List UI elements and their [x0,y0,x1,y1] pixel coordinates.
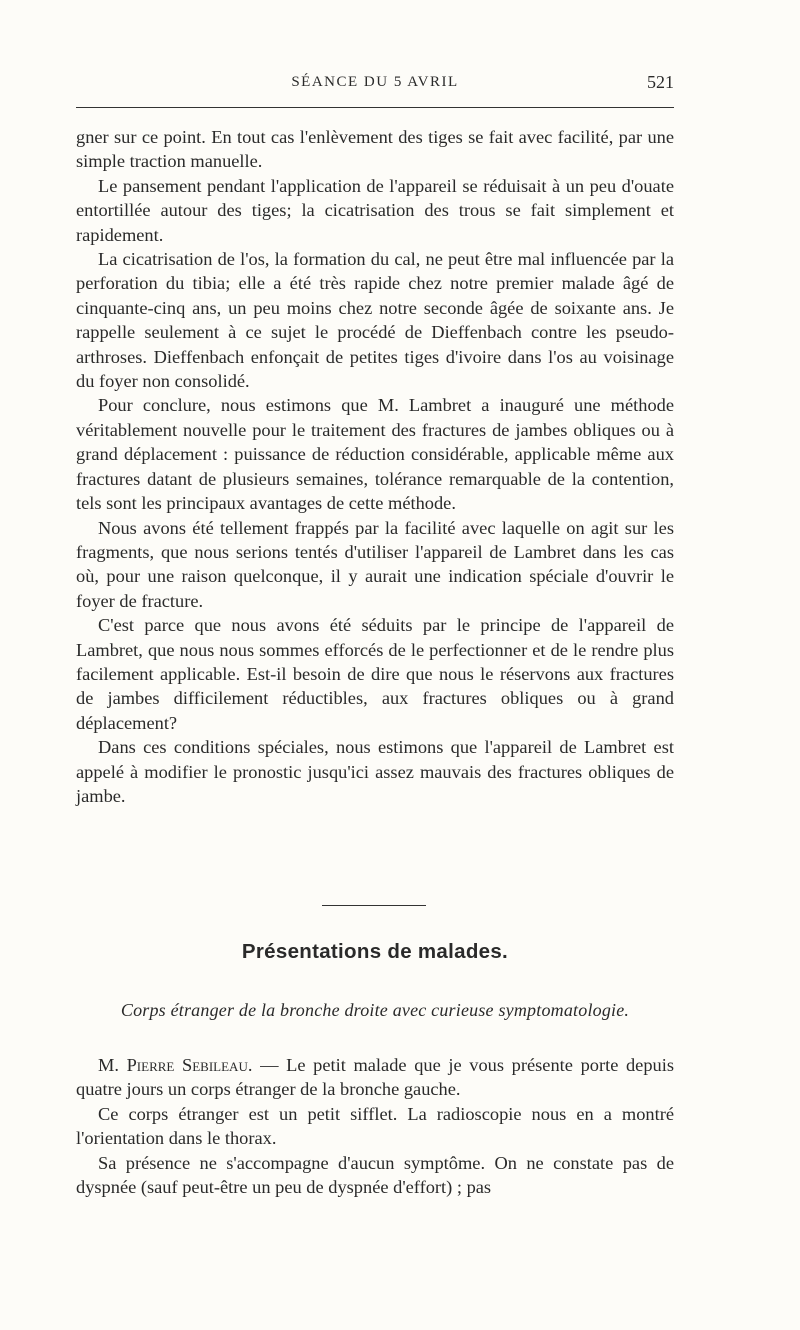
running-head [76,72,674,98]
paragraph: gner sur ce point. En tout cas l'enlèvement des tiges se fait avec facilité, par une simple traction manuelle. [76,127,674,172]
presentation-opening [76,1053,674,1102]
paragraph: Ce corps étranger est un petit sifflet. La radioscopie nous en a montré l'orientation dans le thorax. [76,1103,674,1149]
main-text [76,125,674,808]
section-title: Présentations de malades. [241,940,509,963]
paragraph: Dans ces conditions spéciales, nous estimons que l'appareil de Lambret est appelé à modifier le pronostic jusqu'ici assez mauvais des fractures obliques de jambe. [76,737,674,806]
section-separator [322,905,426,906]
paragraph: Pour conclure, nous estimons que M. Lambret a inauguré une méthode véritablement nouvelle pour le traitement des fractures de jambes obliques ou à grand déplacement : puissance de réduction considérable, applicable même aux fractures datant de plusieurs semaines, tolérance remarquable de la contention, tels sont les principaux avantages de cette méthode. [76,395,674,514]
header-rule [76,107,674,108]
paragraph: Nous avons été tellement frappés par la facilité avec laquelle on agit sur les fragments, que nous serions tentés d'utiliser l'appareil de Lambret dans les cas où, pour une raison quelconque, il y aurait une indication spéciale d'ouvrir le foyer de fracture. [76,517,674,611]
paragraph: Sa présence ne s'accompagne d'aucun symptôme. On ne constate pas de dyspnée (sauf peut-être un peu de dyspnée d'effort) ; pas [76,1152,674,1198]
paragraph: Le pansement pendant l'application de l'appareil se réduisait à un peu d'ouate entortillée autour des tiges; la cicatrisation des trous se fait simplement et rapidement. [76,175,674,245]
opening-text: Le petit malade que je vous présente porte depuis quatre jours un corps étranger de la bronche gauche. [76,1055,675,1100]
em-dash: — [252,1055,287,1075]
page-number: 521 [647,72,674,92]
paragraph: La cicatrisation de l'os, la formation du cal, ne peut être mal influencée par la perforation du tibia; elle a été très rapide chez notre premier malade âgé de cinquante-cinq ans, un peu moins chez notre seconde âgée de soixante ans. Je rappelle seulement à ce sujet le procédé de Dieffenbach contre les pseudo-arthroses. Dieffenbach enfonçait de petites tiges d'ivoire dans l'os au voisinage du foyer non consolidé. [76,249,674,392]
presentation-text [76,1053,674,1199]
section-subtitle: Corps étranger de la bronche droite avec curieuse symptomatologie. [120,1000,630,1020]
paragraph: C'est parce que nous avons été séduits par le principe de l'appareil de Lambret, que nous nous sommes efforcés de le perfectionner et de le rendre plus facilement applicable. Est-il besoin de dire que nous le réservons aux fractures de jambes difficilement réductibles, aux fractures obliques ou à grand déplacement? [76,615,674,733]
running-title: SÉANCE DU 5 AVRIL [291,74,459,90]
speaker-name: M. Pierre Sebileau. [98,1055,253,1075]
